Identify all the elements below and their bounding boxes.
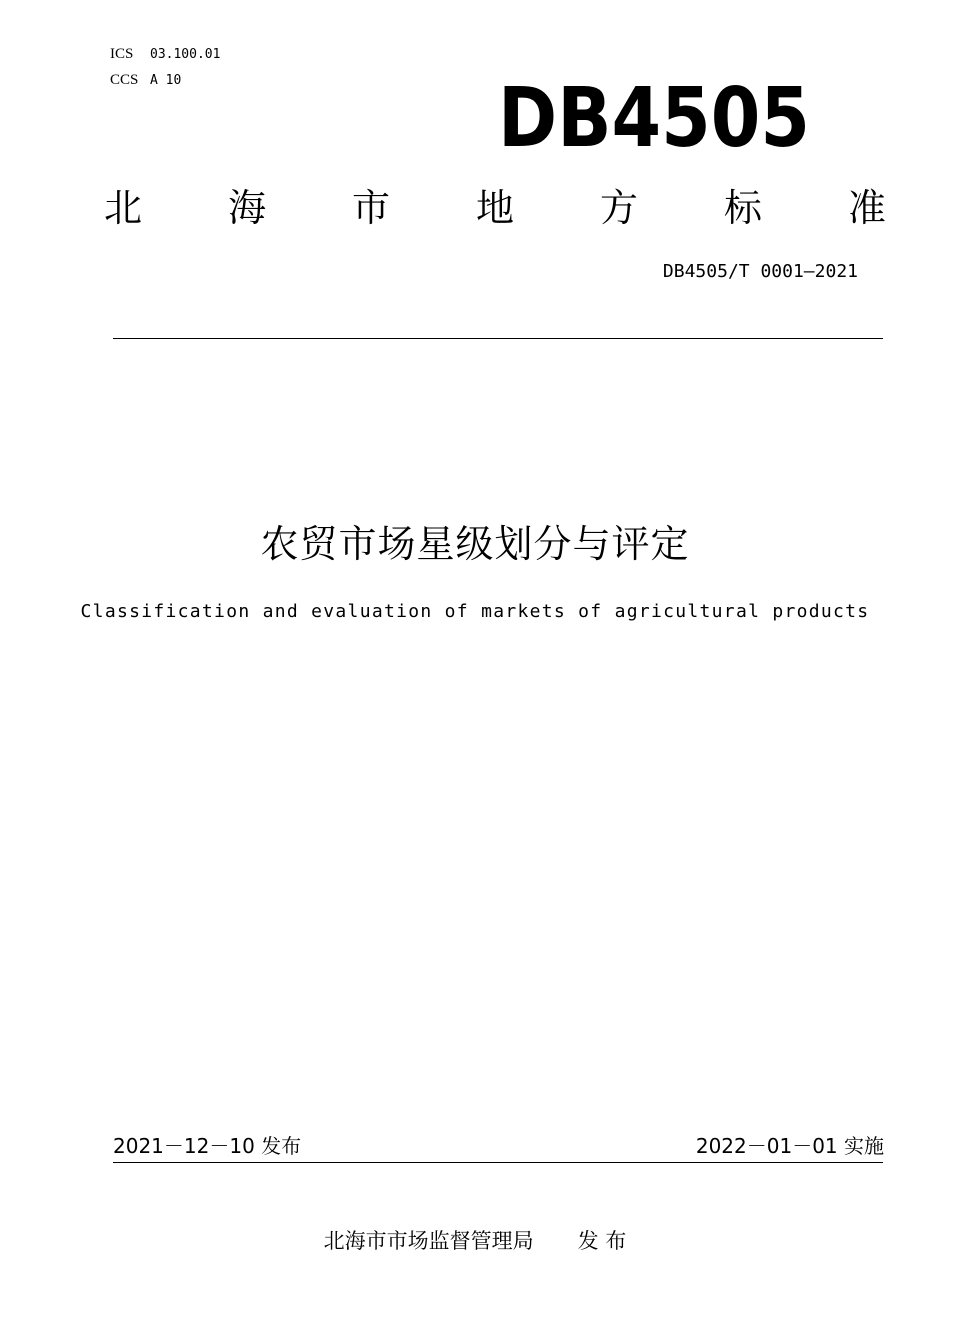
standard-type-char: 准	[847, 186, 886, 230]
issuer-action: 发 布	[577, 1229, 627, 1253]
standard-type-char: 北	[103, 186, 142, 230]
standard-type-char: 市	[351, 186, 390, 230]
issuer	[0, 1225, 950, 1257]
title-english: Classification and evaluation of markets of agricultural products	[80, 601, 870, 622]
standard-type-char: 方	[599, 186, 638, 230]
title-chinese: 农贸市场星级划分与评定	[260, 522, 690, 566]
top-divider	[113, 338, 883, 339]
db-logo	[498, 71, 818, 166]
standard-type-char: 地	[475, 186, 514, 230]
standard-type-char: 海	[227, 186, 266, 230]
db-logo-text: DB4505	[498, 71, 810, 166]
standard-type	[100, 178, 890, 238]
implement-date: 2022－01－01 实施	[695, 1134, 884, 1158]
publish-date: 2021－12－10 发布	[113, 1134, 302, 1158]
ics-label: ICS	[110, 46, 134, 62]
bottom-divider	[113, 1162, 883, 1163]
ccs-value: A 10	[150, 73, 182, 88]
ics-value: 03.100.01	[150, 47, 221, 62]
ics-row	[110, 45, 220, 64]
issuer-authority: 北海市市场监督管理局	[323, 1229, 534, 1253]
ccs-row	[110, 71, 181, 90]
standard-type-char: 标	[723, 186, 762, 230]
standard-number: DB4505/T 0001—2021	[662, 261, 858, 282]
ccs-label: CCS	[110, 72, 139, 88]
